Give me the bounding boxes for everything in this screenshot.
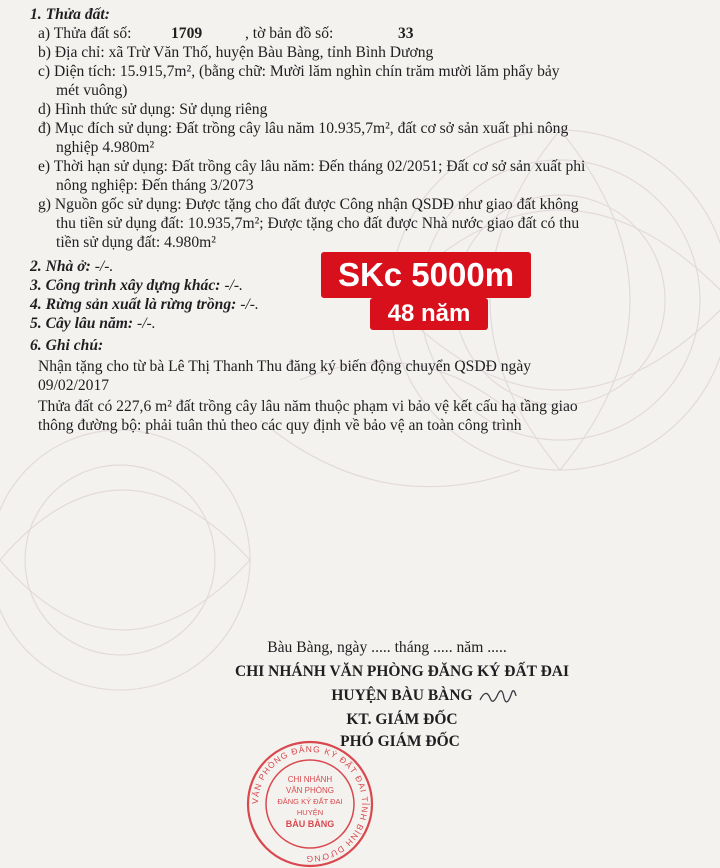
area-line-2: mét vuông) bbox=[56, 82, 128, 99]
house-row bbox=[30, 257, 113, 276]
parcel-number-row bbox=[38, 24, 414, 43]
perennial-row bbox=[30, 314, 156, 333]
other-construction-label: 3. Công trình xây dựng khác: bbox=[30, 277, 221, 294]
area-line-1: c) Diện tích: 15.915,7m², (bằng chữ: Mười lăm nghìn chín trăm mười lăm phẩy bảy bbox=[38, 63, 560, 80]
note1-line-2: 09/02/2017 bbox=[38, 377, 110, 394]
official-seal-stamp bbox=[246, 740, 374, 868]
note2-line-1: Thửa đất có 227,6 m² đất trồng cây lâu năm thuộc phạm vi bảo vệ kết cấu hạ tầng giao bbox=[38, 398, 578, 415]
origin-line-3: tiền sử dụng đất: 4.980m² bbox=[56, 234, 216, 251]
perennial-label: 5. Cây lâu năm: bbox=[30, 315, 134, 332]
forest-value: -/-. bbox=[236, 296, 259, 313]
office-name-line-2: HUYỆN BÀU BÀNG bbox=[331, 687, 473, 704]
usage-form-line: d) Hình thức sử dụng: Sử dụng riêng bbox=[38, 101, 268, 118]
signature-scribble bbox=[478, 684, 518, 710]
purpose-line-1: đ) Mục đích sử dụng: Đất trồng cây lâu năm 10.935,7m², đất cơ sở sản xuất phi nông bbox=[38, 120, 569, 137]
stamp-line-2: VĂN PHÒNG bbox=[285, 786, 335, 795]
house-label: 2. Nhà ở: bbox=[30, 258, 91, 275]
office-name-line-1: CHI NHÁNH VĂN PHÒNG ĐĂNG KÝ ĐẤT ĐAI bbox=[235, 663, 569, 680]
perennial-value: -/-. bbox=[133, 315, 156, 332]
signer-title-1: KT. GIÁM ĐỐC bbox=[346, 711, 458, 728]
forest-label: 4. Rừng sản xuất là rừng trồng: bbox=[30, 296, 237, 313]
map-sheet-value: 33 bbox=[398, 25, 414, 42]
note1-line-1: Nhận tặng cho từ bà Lê Thị Thanh Thu đăng ký biến động chuyển QSDĐ ngày bbox=[38, 358, 532, 375]
purpose-line-2: nghiệp 4.980m² bbox=[56, 139, 155, 156]
term-line-1: e) Thời hạn sử dụng: Đất trồng cây lâu năm: Đến tháng 02/2051; Đất cơ sở sản xuất phi bbox=[38, 158, 586, 175]
stamp-ring-text: VĂN PHÒNG ĐĂNG KÝ ĐẤT ĐAI TỈNH BÌNH DƯƠNG bbox=[249, 743, 371, 865]
house-value: -/-. bbox=[90, 258, 114, 275]
section1-heading: 1. Thửa đất: bbox=[30, 6, 110, 23]
forest-row bbox=[30, 295, 259, 314]
stamp-line-4: HUYỆN bbox=[296, 808, 324, 817]
signer-title-2: PHÓ GIÁM ĐỐC bbox=[340, 733, 460, 750]
stamp-line-3: ĐĂNG KÝ ĐẤT ĐAI bbox=[277, 797, 343, 806]
signature-date-line: Bàu Bàng, ngày ..... tháng ..... năm ..... bbox=[267, 639, 507, 656]
term-line-2: nông nghiệp: Đến tháng 3/2073 bbox=[56, 177, 254, 194]
stamp-line-5: BÀU BÀNG bbox=[285, 819, 335, 829]
parcel-number-label: a) Thửa đất số: bbox=[38, 25, 132, 42]
term-badge: 48 năm bbox=[370, 298, 488, 330]
other-construction-value: -/-. bbox=[220, 277, 243, 294]
origin-line-1: g) Nguồn gốc sử dụng: Được tặng cho đất được Công nhận QSDĐ như giao đất không bbox=[38, 196, 579, 213]
stamp-line-1: CHI NHÁNH bbox=[287, 775, 333, 784]
notes-heading: 6. Ghi chú: bbox=[30, 337, 104, 354]
area-badge: SKc 5000m bbox=[321, 252, 531, 298]
other-construction-row bbox=[30, 276, 243, 295]
parcel-number-value: 1709 bbox=[171, 25, 203, 42]
map-sheet-label: , tờ bản đồ số: bbox=[245, 25, 334, 42]
note2-line-2: thông đường bộ: phải tuân thủ theo các quy định về bảo vệ an toàn công trình bbox=[38, 417, 522, 434]
origin-line-2: thu tiền sử dụng đất: 10.935,7m²; Được tặng cho đất được Nhà nước giao đất có thu bbox=[56, 215, 580, 232]
address-line: b) Địa chỉ: xã Trừ Văn Thố, huyện Bàu Bàng, tỉnh Bình Dương bbox=[38, 44, 434, 61]
